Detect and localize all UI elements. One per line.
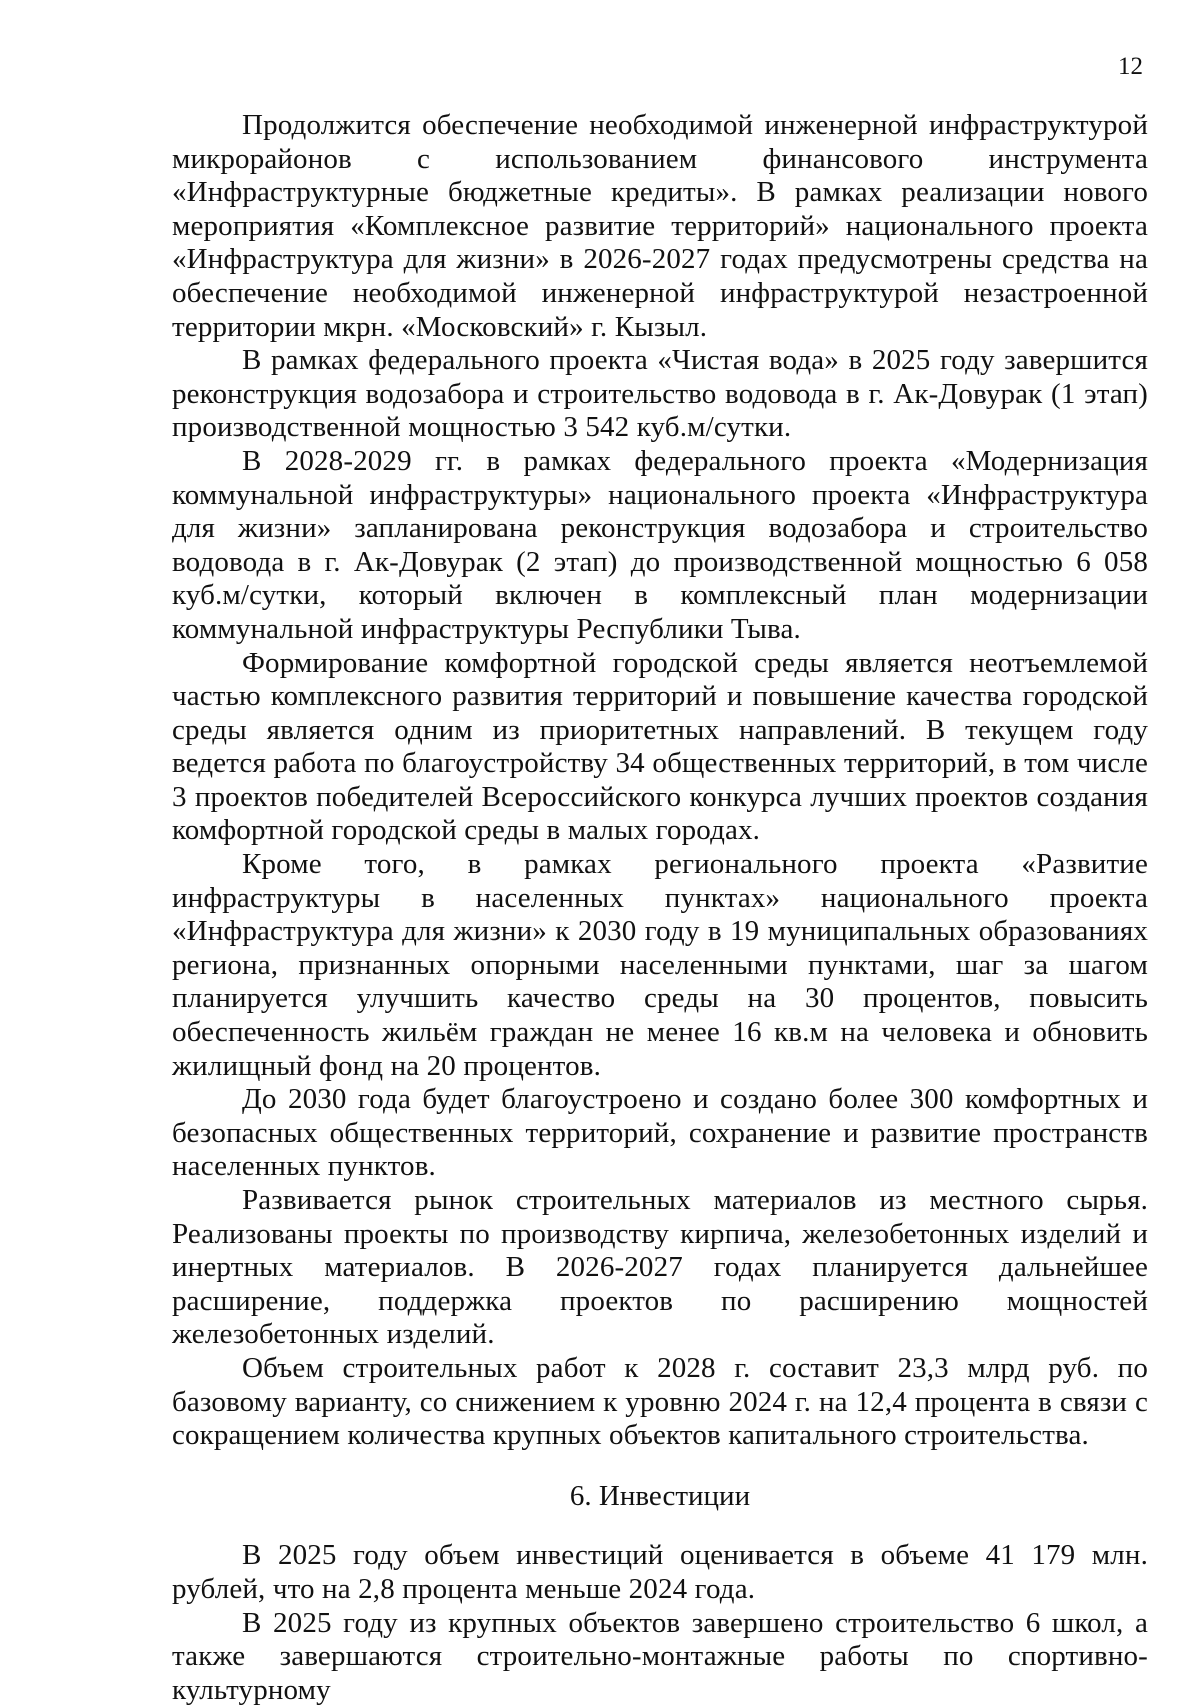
paragraph: Объем строительных работ к 2028 г. составит 23,3 млрд руб. по базовому варианту, со снижением к уровню 2024 г. на 12,4 процента в связи с сокращением количества крупных объектов капитального строительства. [172,1351,1148,1452]
paragraph: Продолжится обеспечение необходимой инженерной инфраструктурой микрорайонов с использованием финансового инструмента «Инфраструктурные бюджетные кредиты». В рамках реализации нового мероприятия «Комплексное развитие территорий» национального проекта «Инфраструктура для жизни» в 2026-2027 годах предусмотрены средства на обеспечение необходимой инженерной инфраструктурой незастроенной территории мкрн. «Московский» г. Кызыл. [172,109,1148,343]
paragraph: Формирование комфортной городской среды является неотъемлемой частью комплексного развития территорий и повышение качества городской среды является одним из приоритетных направлений. В текущем году ведется работа по благоустройству 34 общественных территорий, в том числе 3 проектов победителей Всероссийского конкурса лучших проектов создания комфортной городской среды в малых городах. [172,646,1148,847]
paragraph: До 2030 года будет благоустроено и создано более 300 комфортных и безопасных общественных территорий, сохранение и развитие пространств населенных пунктов. [172,1083,1148,1183]
section-heading: 6. Инвестиции [569,1479,751,1512]
paragraph: В 2025 году объем инвестиций оценивается в объеме 41 179 млн. рублей, что на 2,8 процента меньше 2024 года. [172,1539,1148,1605]
paragraph: В 2025 году из крупных объектов завершено строительство 6 школ, а также завершаются строительно-монтажные работы по спортивно-культурному [172,1606,1148,1706]
page-number: 12 [1118,53,1143,80]
paragraph: Кроме того, в рамках регионального проекта «Развитие инфраструктуры в населенных пунктах» национального проекта «Инфраструктура для жизни» к 2030 году в 19 муниципальных образованиях региона, признанных опорными населенными пунктами, шаг за шагом планируется улучшить качество среды на 30 процентов, повысить обеспеченность жильём граждан не менее 16 кв.м на человека и обновить жилищный фонд на 20 процентов. [172,848,1148,1082]
document-body [172,109,1148,1707]
paragraph: В рамках федерального проекта «Чистая вода» в 2025 году завершится реконструкция водозабора и строительство водовода в г. Ак-Довурак (1 этап) производственной мощностью 3 542 куб.м/сутки. [172,344,1148,444]
paragraph: В 2028-2029 гг. в рамках федерального проекта «Модернизация коммунальной инфраструктуры» национального проекта «Инфраструктура для жизни» запланирована реконструкция водозабора и строительство водовода в г. Ак-Довурак (2 этап) до производственной мощностью 6 058 куб.м/сутки, который включен в комплексный план модернизации коммунальной инфраструктуры Республики Тыва. [172,444,1148,645]
paragraph: Развивается рынок строительных материалов из местного сырья. Реализованы проекты по производству кирпича, железобетонных изделий и инертных материалов. В 2026-2027 годах планируется дальнейшее расширение, поддержка проектов по расширению мощностей железобетонных изделий. [172,1184,1148,1351]
